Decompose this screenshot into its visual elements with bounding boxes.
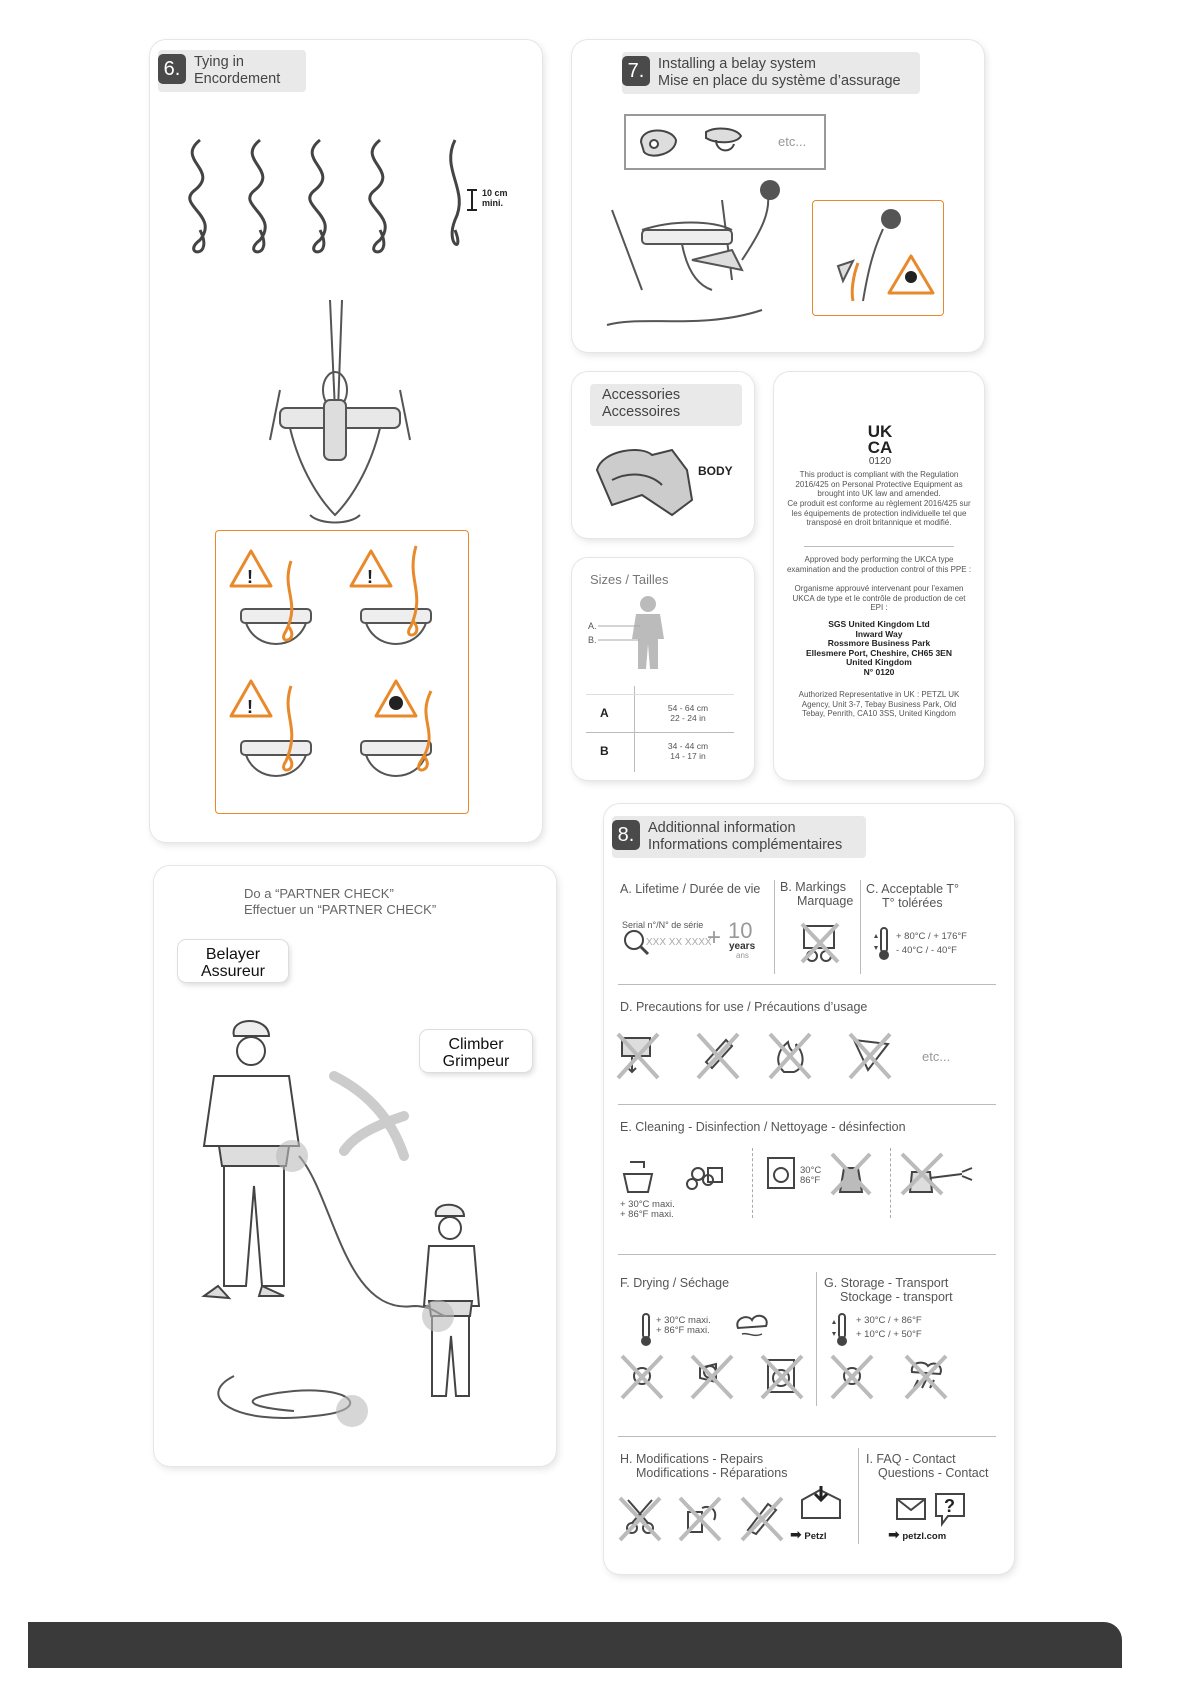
figure-eight-knot-steps-icon — [170, 130, 530, 270]
lifetime-title: A. Lifetime / Durée de vie — [620, 882, 761, 896]
belayer-label: Belayer Assureur — [178, 940, 288, 982]
svg-text:?: ? — [944, 1496, 955, 1516]
no-bleach-icon — [830, 1152, 874, 1196]
ukca-approved-fr: Organisme approuvé intervenant pour l’examen UKCA de type et le contrôle de production de cet EPI : — [792, 584, 966, 613]
belay-system-panel — [572, 40, 984, 352]
drying-title: F. Drying / Séchage — [620, 1276, 730, 1290]
harness-tied-in-icon — [260, 300, 440, 530]
size-marker-a: A. — [588, 621, 597, 631]
cleaning-title: E. Cleaning - Disinfection / Nettoyage - désinfection — [620, 1120, 906, 1134]
mail-icon — [896, 1498, 926, 1520]
sizes-panel — [572, 558, 754, 780]
question-icon — [934, 1492, 968, 1526]
belay-device-icons — [636, 122, 746, 162]
accessories-panel — [572, 372, 754, 538]
cleaning-temp-2: + 86°F maxi. — [620, 1209, 674, 1220]
arrow-right-icon: ➡ — [888, 1526, 900, 1542]
modifications-title: H. Modifications - Repairs Modifications - Réparations — [620, 1452, 788, 1480]
tying-in-panel — [150, 40, 542, 842]
incorrect-tie-in-examples-icon — [216, 531, 468, 813]
tying-warning-box — [215, 530, 469, 814]
footer-bar — [28, 1622, 1122, 1668]
accessories-title-en: Accessories — [602, 387, 681, 403]
sizes-title: Sizes / Tailles — [590, 572, 669, 587]
body-harness-icon — [592, 440, 702, 520]
ukca-approved-en: Approved body performing the UKCA type examination and the production control of this PPE : — [786, 555, 972, 574]
return-to-petzl-icon — [796, 1484, 846, 1524]
knot-distance-note: 10 cm — [482, 188, 508, 198]
accessories-header — [590, 384, 742, 426]
temperature-title: C. Acceptable T° T° tolérées — [866, 882, 960, 910]
svg-text:!: ! — [247, 567, 253, 587]
accessories-title-fr: Accessoires — [602, 404, 681, 420]
wash-temp-c: 30°C — [800, 1165, 822, 1176]
petzl-website-link[interactable]: ➡ petzl.com — [888, 1526, 947, 1542]
section-number: 8. — [612, 820, 640, 850]
no-engraving-icon — [800, 922, 840, 964]
wash-temp-f: 86°F — [800, 1175, 821, 1186]
belayer-installation-icon — [602, 190, 802, 340]
size-row-a: A 54 - 64 cm 22 - 24 in — [600, 703, 709, 723]
serial-placeholder: XXX XX XXXX — [646, 937, 712, 948]
storage-temp-2: + 10°C / + 50°F — [856, 1329, 922, 1340]
no-modification-icons — [618, 1494, 788, 1542]
markings-title: B. Markings Marquage — [780, 880, 854, 908]
no-heat-drying-icons — [620, 1352, 800, 1400]
section-number: 7. — [622, 56, 650, 86]
size-marker-b: B. — [588, 635, 597, 645]
belay-system-title-fr: Mise en place du système d’assurage — [658, 73, 901, 89]
lifetime-years-number: 10 — [728, 918, 753, 943]
belay-warning-box — [812, 200, 944, 316]
no-sun-rain-icons — [830, 1352, 950, 1400]
drying-thermometer-icon — [636, 1312, 656, 1348]
arrow-right-icon: ➡ — [790, 1526, 802, 1542]
svg-text:!: ! — [247, 697, 253, 717]
lifetime-ans-label: ans — [736, 951, 749, 960]
lifetime-years-label: years — [729, 941, 756, 952]
washing-machine-icon — [766, 1156, 796, 1190]
petzl-service-link[interactable]: ➡ Petzl — [790, 1526, 827, 1542]
drying-temp-2: + 86°F maxi. — [656, 1325, 710, 1336]
additional-info-header — [612, 816, 866, 858]
storage-temp-1: + 30°C / + 86°F — [856, 1315, 922, 1326]
belay-devices-box — [624, 114, 826, 170]
partner-check-text: Do a “PARTNER CHECK” Effectuer un “PARTNER CHECK” — [244, 886, 437, 917]
additional-info-title-fr: Informations complémentaires — [648, 837, 843, 853]
svg-text:mini.: mini. — [482, 198, 504, 208]
faq-title: I. FAQ - Contact Questions - Contact — [866, 1452, 989, 1480]
drying-temp-1: + 30°C maxi. — [656, 1315, 711, 1326]
ukca-compliance-en: This product is compliant with the Regulation 2016/425 on Personal Protective Equipment as brought into UK law and amended. — [795, 470, 963, 499]
ukca-compliance-fr: Ce produit est conforme au règlement 2016/425 sur les équipements de protection individuelle tel que transposé en droit britannique et modifié. — [787, 499, 971, 528]
child-size-figure-icon — [588, 594, 698, 674]
serial-label: Serial n°/N° de série — [622, 920, 704, 930]
additional-info-title-en: Additionnal information — [648, 820, 796, 836]
section-number: 6. — [158, 54, 186, 84]
partner-check-panel — [154, 866, 556, 1466]
belay-devices-etc: etc... — [778, 134, 807, 149]
climber-label: Climber Grimpeur — [420, 1030, 532, 1072]
precautions-title: D. Precautions for use / Précautions d’usage — [620, 1000, 868, 1014]
size-row-b: B 34 - 44 cm 14 - 17 in — [600, 741, 709, 761]
temp-max: + 80°C / + 176°F — [896, 931, 967, 942]
cleaning-temp-1: + 30°C maxi. — [620, 1199, 675, 1210]
belay-system-title-en: Installing a belay system — [658, 56, 816, 72]
tying-in-title-en: Tying in — [194, 54, 244, 70]
tying-in-title-fr: Encordement — [194, 71, 281, 87]
precaution-icons — [618, 1032, 898, 1080]
precautions-etc: etc... — [922, 1049, 951, 1064]
tying-in-header — [158, 50, 306, 92]
accessory-item-body: BODY — [698, 464, 733, 478]
ukca-approved-body: SGS United Kingdom Ltd Inward Way Rossmore Business Park Ellesmere Port, Cheshire, CH65 3EN United Kingdom N° 0120 — [806, 619, 952, 677]
belay-system-header — [622, 52, 920, 94]
ukca-representative: Authorized Representative in UK : PETZL UK Agency, Unit 3-7, Tebay Business Park, Old Tebay, Penrith, CA10 3SS, United Kingdom — [798, 690, 960, 719]
lifetime-plus: + — [707, 924, 722, 951]
no-pressure-washer-icon — [902, 1152, 982, 1196]
incorrect-belay-icon — [813, 201, 943, 315]
storage-title: G. Storage - Transport Stockage - transport — [824, 1276, 953, 1304]
ukca-mark: UK CA 0120 — [867, 422, 893, 467]
additional-info-panel — [604, 804, 1014, 1574]
thermometer-icon — [874, 926, 894, 962]
ukca-panel — [774, 372, 984, 780]
hand-wash-icon — [622, 1154, 722, 1196]
air-dry-icon — [732, 1310, 772, 1342]
storage-thermometer-icon — [832, 1312, 852, 1348]
partner-check-illustration — [174, 1016, 544, 1446]
temp-min: - 40°C / - 40°F — [896, 945, 957, 956]
svg-text:!: ! — [367, 567, 373, 587]
